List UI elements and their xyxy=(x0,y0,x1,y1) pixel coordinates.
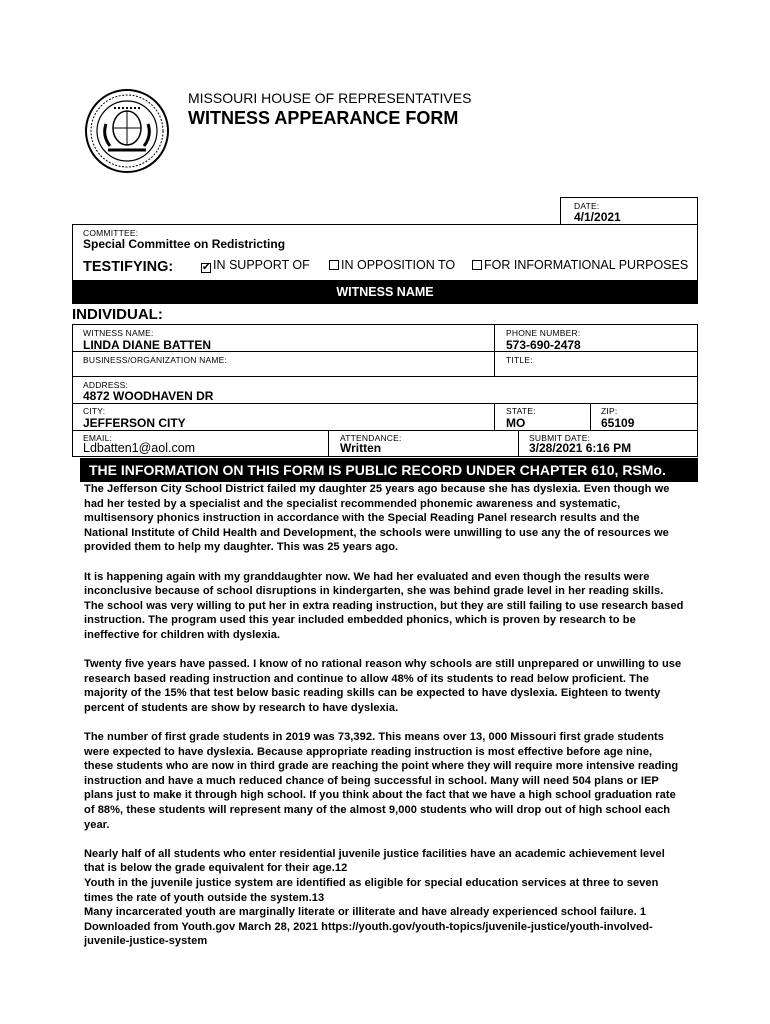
option-opposition-label: IN OPPOSITION TO xyxy=(341,258,456,272)
business-label: BUSINESS/ORGANIZATION NAME: xyxy=(83,355,228,365)
committee-value: Special Committee on Redistricting xyxy=(83,237,286,251)
date-label: DATE: xyxy=(574,201,600,211)
option-support[interactable] xyxy=(201,258,310,273)
title-label: TITLE: xyxy=(506,355,533,365)
form-title: WITNESS APPEARANCE FORM xyxy=(188,108,459,128)
submit-date-label: SUBMIT DATE: xyxy=(529,433,591,443)
phone-value: 573-690-2478 xyxy=(506,338,581,352)
city-label: CITY: xyxy=(83,406,106,416)
attendance-value: Written xyxy=(340,441,382,455)
option-support-label: IN SUPPORT OF xyxy=(213,258,310,272)
divider xyxy=(494,324,495,377)
testimony-paragraph: The number of first grade students in 2019 was 73,392. This means over 13, 000 Missouri first grade students were expected to have dyslexia. Because appropriate reading instruction is most effective before age nine, these students who are now in third grade are reaching the point where they will require more intensive reading instruction and have a much reduced chance of being successful in school. Many will need 504 plans or IEP plans just to make it through high school. If you think about the fact that we have a high school graduation rate of 88%, these students will represent many of the almost 9,000 students who will drop out of high school each year. xyxy=(84,731,679,831)
testimony-paragraph: The Jefferson City School District failed my daughter 25 years ago because she has dyslexia. Even though we had her tested by a specialist and the specialist recommended phonemic awareness and systematic, multisensory phonics instruction in accordance with the Special Reading Panel research results and the National Institute of Child Health and Development, the schools were unwilling to use any the of resources we provided them to help my daughter. This was 25 years ago. xyxy=(84,483,670,554)
option-informational-label: FOR INFORMATIONAL PURPOSES xyxy=(484,258,689,272)
option-opposition[interactable] xyxy=(329,258,455,272)
committee-label: COMMITTEE: xyxy=(83,228,139,238)
email-value: Ldbatten1@aol.com xyxy=(83,441,196,455)
testimony-paragraph: Twenty five years have passed. I know of no rational reason why schools are still unprepared or unwilling to use research based reading instruction and continue to allow 48% of its students to read below proficient. The majority of the 15% that test below basic reading skills can be expected to have dyslexia. Eighteen to twenty percent of students are show by research to have dyslexia. xyxy=(84,658,682,714)
committee-section xyxy=(72,224,698,281)
state-seal-icon xyxy=(84,88,170,174)
divider xyxy=(494,403,495,431)
address-value: 4872 WOODHAVEN DR xyxy=(83,389,214,403)
zip-value: 65109 xyxy=(601,416,635,430)
divider xyxy=(590,403,591,431)
option-informational[interactable] xyxy=(472,258,688,272)
checkbox-opposition[interactable] xyxy=(329,260,339,270)
checkmark-icon: ✔ xyxy=(202,262,211,273)
city-value: JEFFERSON CITY xyxy=(83,416,186,430)
witness-name-label: WITNESS NAME: xyxy=(83,328,154,338)
public-record-notice: THE INFORMATION ON THIS FORM IS PUBLIC RECORD UNDER CHAPTER 610, RSMo. xyxy=(80,458,698,482)
testimony-text xyxy=(84,482,684,949)
witness-name-value: LINDA DIANE BATTEN xyxy=(83,338,211,352)
divider xyxy=(518,430,519,457)
individual-label: INDIVIDUAL: xyxy=(72,306,163,323)
submit-date-value: 3/28/2021 6:16 PM xyxy=(529,441,632,455)
checkbox-support[interactable] xyxy=(201,263,211,273)
email-label: EMAIL: xyxy=(83,433,113,443)
testimony-paragraph: It is happening again with my granddaughter now. We had her evaluated and even though the results were inconclusive because of school disruptions in kindergarten, she was behind grade level in her reading skills. The school was very willing to put her in extra reading instruction, but they are still failing to use research based instruction. The program used this year included embedded phonics, which is proven by research to be ineffective for children with dyslexia. xyxy=(84,570,684,641)
checkbox-informational[interactable] xyxy=(472,260,482,270)
testifying-label: TESTIFYING: xyxy=(83,259,174,275)
zip-label: ZIP: xyxy=(601,406,618,416)
date-box xyxy=(560,197,698,225)
testimony-paragraph: Nearly half of all students who enter residential juvenile justice facilities have an academic achievement level that is below the grade equivalent for their age.12 Youth in the juvenile justice system are identified as eligible for special education services at three to seven times the rate of youth outside the system.13 Many incarcerated youth are marginally literate or illiterate and have already experienced school failure. 1 Downloaded from Youth.gov March 28, 2021 https://youth.gov/youth-topics/juvenile-justice/youth-involved-juvenile-justice-system xyxy=(84,847,665,948)
witness-name-header: WITNESS NAME xyxy=(72,280,698,304)
attendance-label: ATTENDANCE: xyxy=(340,433,402,443)
organization-name: MISSOURI HOUSE OF REPRESENTATIVES xyxy=(188,90,472,106)
phone-label: PHONE NUMBER: xyxy=(506,328,581,338)
address-label: ADDRESS: xyxy=(83,380,129,390)
state-label: STATE: xyxy=(506,406,536,416)
date-value: 4/1/2021 xyxy=(574,210,621,224)
divider xyxy=(328,430,329,457)
state-value: MO xyxy=(506,416,526,430)
